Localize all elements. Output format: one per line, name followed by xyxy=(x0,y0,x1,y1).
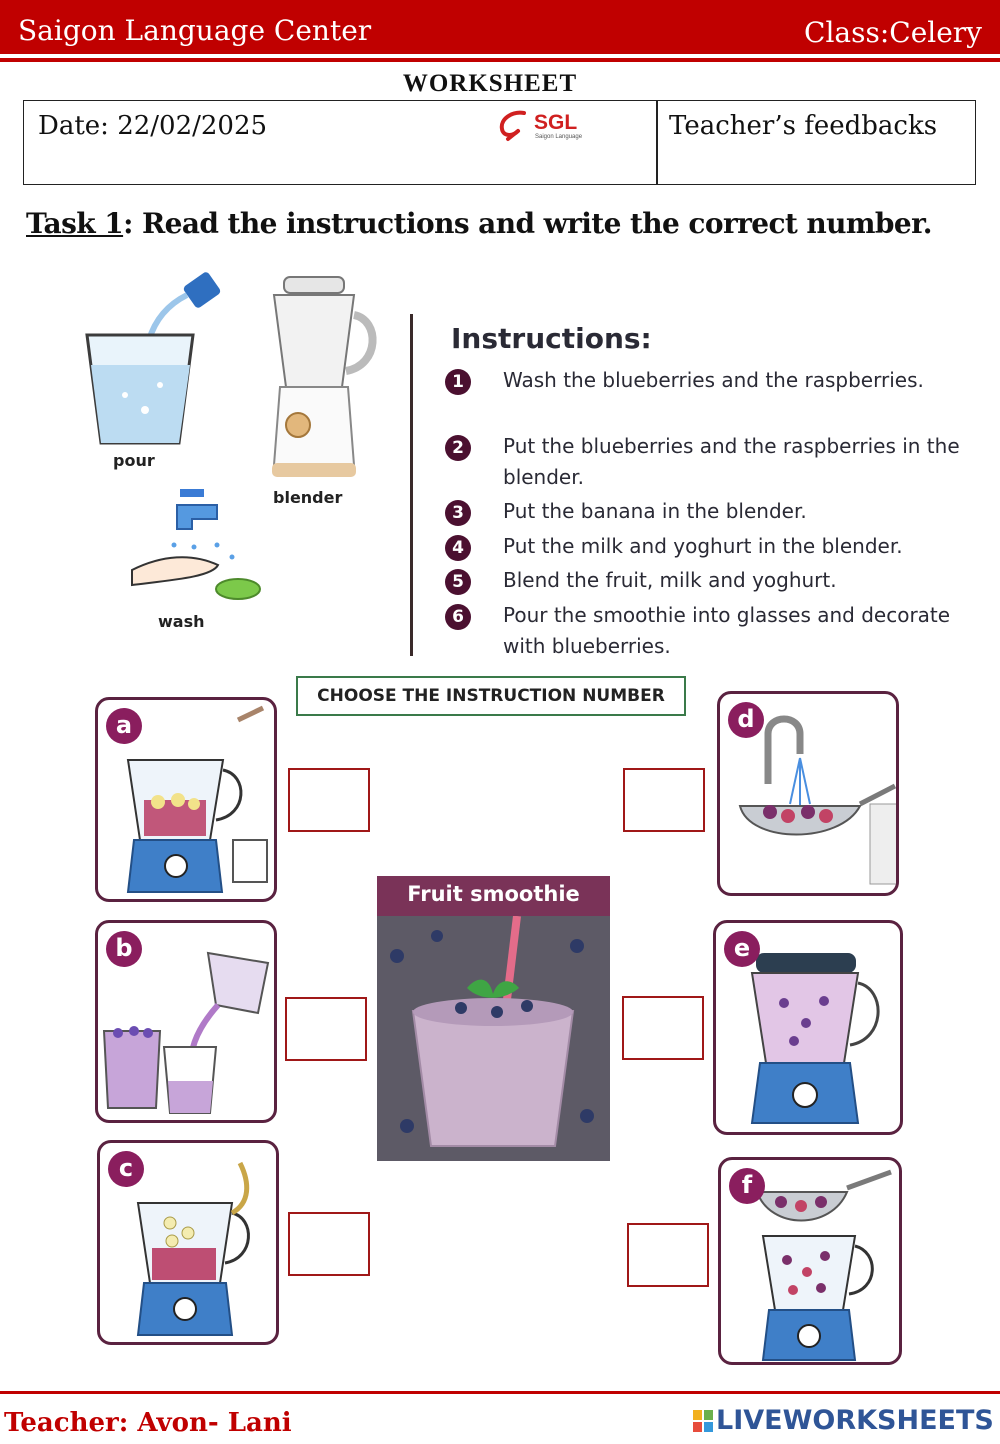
task-text: : Read the instructions and write the correct number. xyxy=(123,207,932,240)
picture-card-f xyxy=(718,1157,902,1365)
step-text: Blend the fruit, milk and yoghurt. xyxy=(503,568,837,592)
date-text: Date: 22/02/2025 xyxy=(38,111,268,141)
card-letter-badge: e xyxy=(724,931,760,967)
card-letter-badge: b xyxy=(106,931,142,967)
picture-card-e xyxy=(713,920,903,1135)
step-number: 6 xyxy=(445,604,471,630)
choose-instruction-label: CHOOSE THE INSTRUCTION NUMBER xyxy=(296,676,686,716)
liveworksheets-brand[interactable] xyxy=(693,1405,994,1436)
info-table xyxy=(23,100,976,185)
step-number: 1 xyxy=(445,369,471,395)
worksheet-title: WORKSHEET xyxy=(402,70,578,97)
pour-label: pour xyxy=(113,451,155,470)
teacher-name: Teacher: Avon- Lani xyxy=(4,1408,292,1438)
step-text: Wash the blueberries and the raspberries. xyxy=(503,368,924,392)
header-bar xyxy=(0,0,1000,54)
class-label: Class:Celery xyxy=(804,16,982,49)
blender-icon xyxy=(262,275,387,485)
answer-box-b[interactable] xyxy=(285,997,367,1061)
picture-card-d xyxy=(717,691,899,896)
blender-label: blender xyxy=(273,488,343,507)
step-number: 5 xyxy=(445,569,471,595)
card-letter-badge: c xyxy=(108,1151,144,1187)
answer-box-e[interactable] xyxy=(622,996,704,1060)
step-text: Put the banana in the blender. xyxy=(503,499,807,523)
smoothie-title: Fruit smoothie xyxy=(377,876,610,916)
task-heading xyxy=(26,207,932,240)
task-label: Task 1 xyxy=(26,207,124,240)
card-letter-badge: d xyxy=(728,702,764,738)
step-text: Put the blueberries and the raspberries in the blender. xyxy=(503,434,960,489)
logo-text: SGL xyxy=(534,111,578,134)
answer-box-c[interactable] xyxy=(288,1212,370,1276)
step-number: 3 xyxy=(445,500,471,526)
sgl-logo xyxy=(494,109,594,143)
wash-label: wash xyxy=(158,612,205,631)
answer-box-a[interactable] xyxy=(288,768,370,832)
smoothie-glass-icon xyxy=(377,876,610,1161)
liveworksheets-logo-icon xyxy=(693,1410,713,1432)
step-text: Put the milk and yoghurt in the blender. xyxy=(503,534,903,558)
pour-water-icon xyxy=(75,265,250,460)
card-letter-badge: f xyxy=(729,1168,765,1204)
table-divider xyxy=(656,101,658,184)
answer-box-f[interactable] xyxy=(627,1223,709,1287)
answer-box-d[interactable] xyxy=(623,768,705,832)
center-name: Saigon Language Center xyxy=(18,14,372,47)
picture-card-b xyxy=(95,920,277,1123)
step-number: 4 xyxy=(445,535,471,561)
section-divider xyxy=(410,314,413,656)
picture-card-a xyxy=(95,697,277,902)
smoothie-photo xyxy=(377,876,610,1161)
header-divider xyxy=(0,58,1000,62)
instructions-title: Instructions: xyxy=(451,322,652,355)
footer-divider xyxy=(0,1391,1000,1394)
sgl-swoosh-icon xyxy=(494,109,534,143)
step-number: 2 xyxy=(445,435,471,461)
wash-hands-icon xyxy=(122,485,267,605)
picture-card-c xyxy=(97,1140,279,1345)
card-letter-badge: a xyxy=(106,708,142,744)
feedback-label: Teacher’s feedbacks xyxy=(669,111,938,141)
logo-subtext: Saigon Language xyxy=(535,134,583,140)
brand-text: LIVEWORKSHEETS xyxy=(716,1405,994,1436)
step-text: Pour the smoothie into glasses and decorate with blueberries. xyxy=(503,603,951,658)
